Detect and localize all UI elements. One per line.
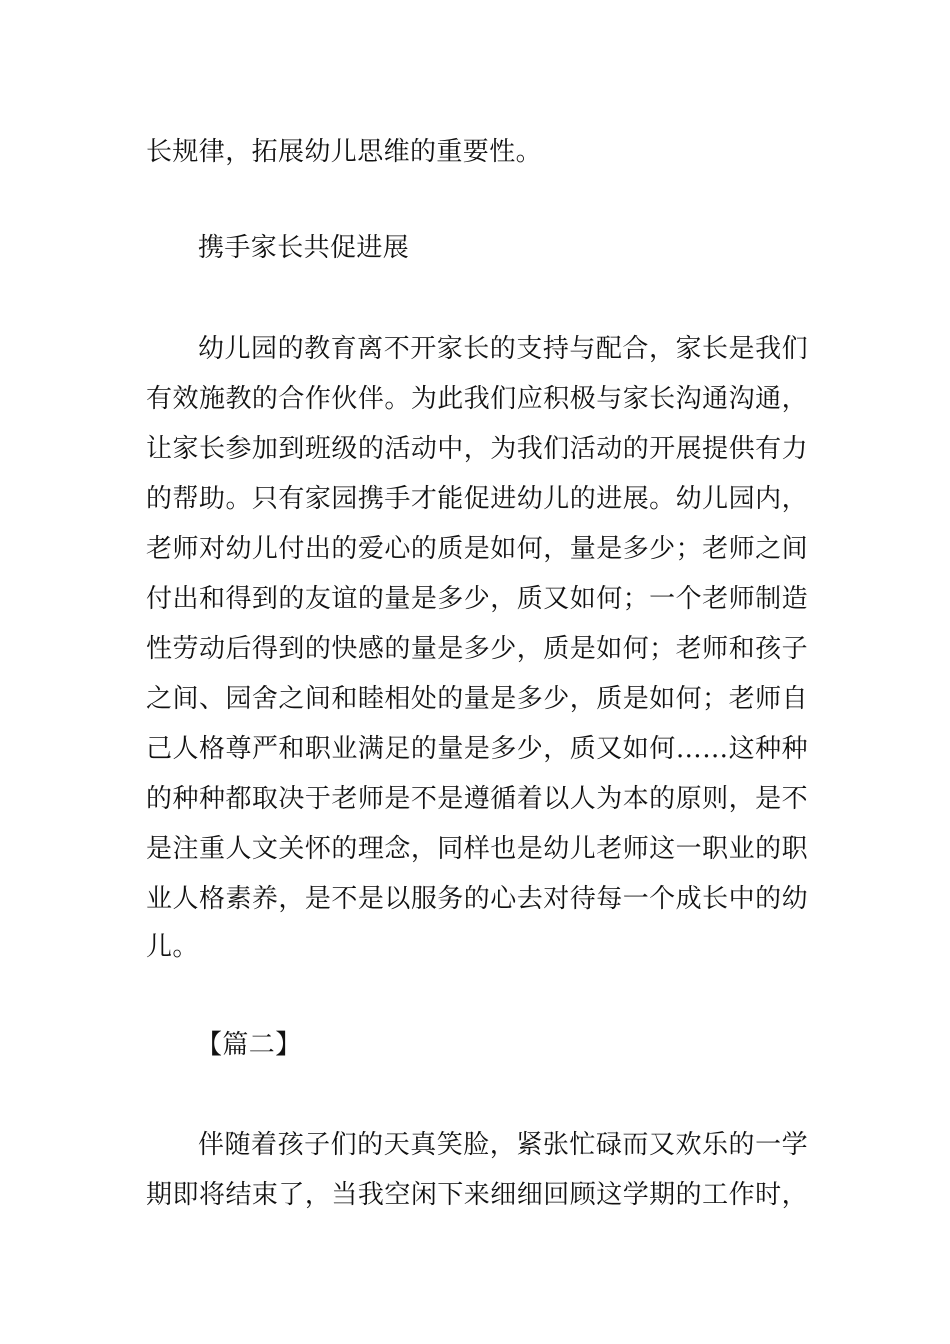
- paragraph-line: 之间、园舍之间和睦相处的量是多少，质是如何；老师自: [146, 684, 808, 714]
- paragraph-line: 是注重人文关怀的理念，同样也是幼儿老师这一职业的职: [146, 834, 808, 864]
- paragraph-line: 的种种都取决于老师是不是遵循着以人为本的原则，是不: [146, 784, 808, 814]
- paragraph-line: 伴随着孩子们的天真笑脸，紧张忙碌而又欢乐的一学: [198, 1130, 808, 1160]
- paragraph-line: 幼儿园的教育离不开家长的支持与配合，家长是我们: [198, 334, 808, 364]
- paragraph-line: 老师对幼儿付出的爱心的质是如何，量是多少；老师之间: [146, 534, 808, 564]
- paragraph-line: 有效施教的合作伙伴。为此我们应积极与家长沟通沟通，: [146, 384, 808, 414]
- paragraph-line: 儿。: [146, 932, 199, 962]
- paragraph-line: 的帮助。只有家园携手才能促进幼儿的进展。幼儿园内，: [146, 484, 808, 514]
- section-heading: 携手家长共促进展: [198, 233, 410, 263]
- paragraph-line: 长规律，拓展幼儿思维的重要性。: [146, 137, 543, 167]
- paragraph-line: 性劳动后得到的快感的量是多少，质是如何；老师和孩子: [146, 634, 808, 664]
- paragraph-line: 付出和得到的友谊的量是多少，质又如何；一个老师制造: [146, 584, 808, 614]
- paragraph-line: 业人格素养，是不是以服务的心去对待每一个成长中的幼: [146, 884, 808, 914]
- paragraph-line: 让家长参加到班级的活动中，为我们活动的开展提供有力: [146, 434, 808, 464]
- paragraph-line: 己人格尊严和职业满足的量是多少，质又如何……这种种: [146, 734, 808, 764]
- paragraph-line: 期即将结束了，当我空闲下来细细回顾这学期的工作时，: [146, 1180, 808, 1210]
- section-heading: 【篇二】: [196, 1030, 302, 1060]
